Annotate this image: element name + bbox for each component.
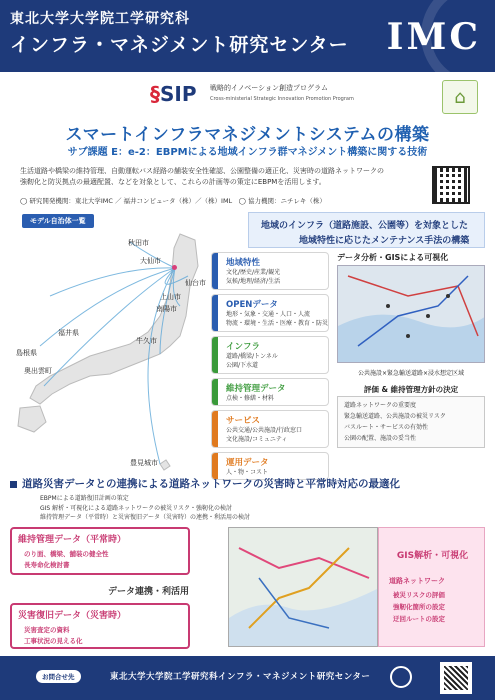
sip-swirl-icon: § [150,82,160,106]
category-card: サービス 公共交通/公共施設/行政窓口 文化施設/コミュニティ [211,410,329,448]
list-item: 被災リスクの評価 [393,591,445,599]
gis-analysis-panel: GIS解析・可視化 道路ネットワーク 被災リスクの評価 強靭化箇所の設定 迂回ルートの設定 [378,527,485,647]
list-item: 工事状況の見える化 [24,637,83,645]
city-label: 秋田市 [128,239,149,247]
house-logo-icon: ⌂ [442,80,478,114]
category-card: インフラ 道路/橋梁/トンネル 公園/下水道 [211,336,329,374]
japan-map [10,226,240,476]
method-line1: 地域のインフラ（道路施設、公園等）を対象とした [261,221,469,231]
list-item: 迂回ルートの設定 [393,615,445,623]
section2-title: 道路災害データとの連携による道路ネットワークの災害時と平常時対応の最適化 [10,476,485,491]
header-line2: インフラ・マネジメント研究センター [10,34,349,56]
road-network-map-svg [229,528,378,647]
city-label: 豊見城市 [130,459,158,467]
footer-org: 東北大学大学院工学研究科インフラ・マネジメント研究センター [110,672,371,682]
footer [0,656,495,700]
sip-logo: §SIP [150,82,197,106]
main-title: スマートインフラマネジメントシステムの構築 [65,125,430,145]
recovery-data-box: 災害復旧データ（災害時） 災害査定の資料 工事状況の見える化 [10,603,190,649]
category-card: 運用データ 人・物・コスト [211,452,329,480]
road-network-map [228,527,378,647]
sip-band [150,80,354,112]
org-logo-icon [390,666,412,688]
japan-map-svg [10,226,240,476]
method-line2: 地域特性に応じたメンテナンス手法の構築 [299,236,470,246]
gis-heading: データ分析・GISによる可視化 [337,253,449,262]
description: 生活道路や橋梁の維持管理、自動運転バス経路の舗装安全性確認、公園整備の適正化、災害時の道路ネットワークの 強靭化と防災拠点の最適配置、などを対象として、これらの計画等の策定にEBPMを活用します。 [20,167,384,186]
category-card: 地域特性 文化/歴史/産業/観光 気候/地理/経済/生活 [211,252,329,290]
list-item: 強靭化箇所の設定 [393,603,445,611]
section2-list [40,494,250,523]
header-banner [0,0,495,72]
gis-map-svg [338,266,485,363]
list-item: EBPMによる道路復旧計画の策定 [40,495,129,502]
maintenance-data-box: 維持管理データ（平常時） のり面、橋梁、舗装の健全性 長寿命化検討書 [10,527,190,575]
sub-title: サブ課題 E：e-2：EBPMによる地域インフラ群マネジメント構築に関する技術 [67,147,428,158]
contact-badge: お問合せ先 [36,670,81,683]
sip-program-jp: 戦略的イノベーション創造プログラム [210,84,328,92]
qr-code-icon[interactable] [432,166,470,204]
city-label: 島根県 [16,349,37,357]
list-item: 緊急輸送道路、公共施設の被災リスク [344,413,446,420]
city-label: 牛久市 [136,337,157,345]
city-dot-hub [172,265,177,270]
gis-map-image [337,265,485,363]
list-item: 長寿命化検討書 [24,561,70,569]
list-item: バスルート・サービスの有効性 [344,424,429,431]
map-label: モデル自治体一覧 [22,214,94,228]
footer-qr-code-icon[interactable] [440,662,472,694]
city-label: 大仙市 [140,257,161,265]
city-label: 南陽市 [156,305,177,313]
institutions: ◯ 研究開発機関：東北大学IMC ／ 福井コンピュータ（株）／（株）IML ◯ 協力機関：ニチレキ（株） [20,197,326,205]
city-label: 上山市 [160,293,181,301]
header-line1: 東北大学大学院工学研究科 [10,11,190,27]
city-label: 福井県 [58,329,79,337]
list-item: 維持管理データ（平常時）と災害復旧データ（災害時）の連携・利活用の検討 [40,514,251,521]
category-card: OPENデータ 地形・気象・交通・人口・人流 物流・環境・生活・医療・教育・防災 [211,294,329,332]
category-card: 維持管理データ 点検・修繕・材料 [211,378,329,406]
list-item: 災害査定の資料 [24,626,70,634]
eval-list [337,396,485,448]
city-label: 奥出雲町 [24,367,52,375]
sip-program-en: Cross-ministerial Strategic Innovation Promotion Program [210,96,354,102]
list-item: 公園の配置、施設の妥当性 [344,435,417,442]
list-item: 道路ネットワークの重要度 [344,402,417,409]
eval-title: 評価 & 維持管理方針の決定 [363,385,459,394]
square-bullet-icon [10,481,17,488]
method-box [248,212,485,248]
list-item: のり面、橋梁、舗装の健全性 [24,550,109,558]
gis-caption: 公共施設×緊急輸送道路×浸水想定区域 [357,370,465,377]
list-item: GIS 解析・可視化による道路ネットワークの被災リスク・強靭化の検討 [40,504,233,512]
city-label: 仙台市 [185,279,206,287]
link-label: データ連携・利活用 [108,587,190,597]
header-acronym: IMC [386,16,481,58]
